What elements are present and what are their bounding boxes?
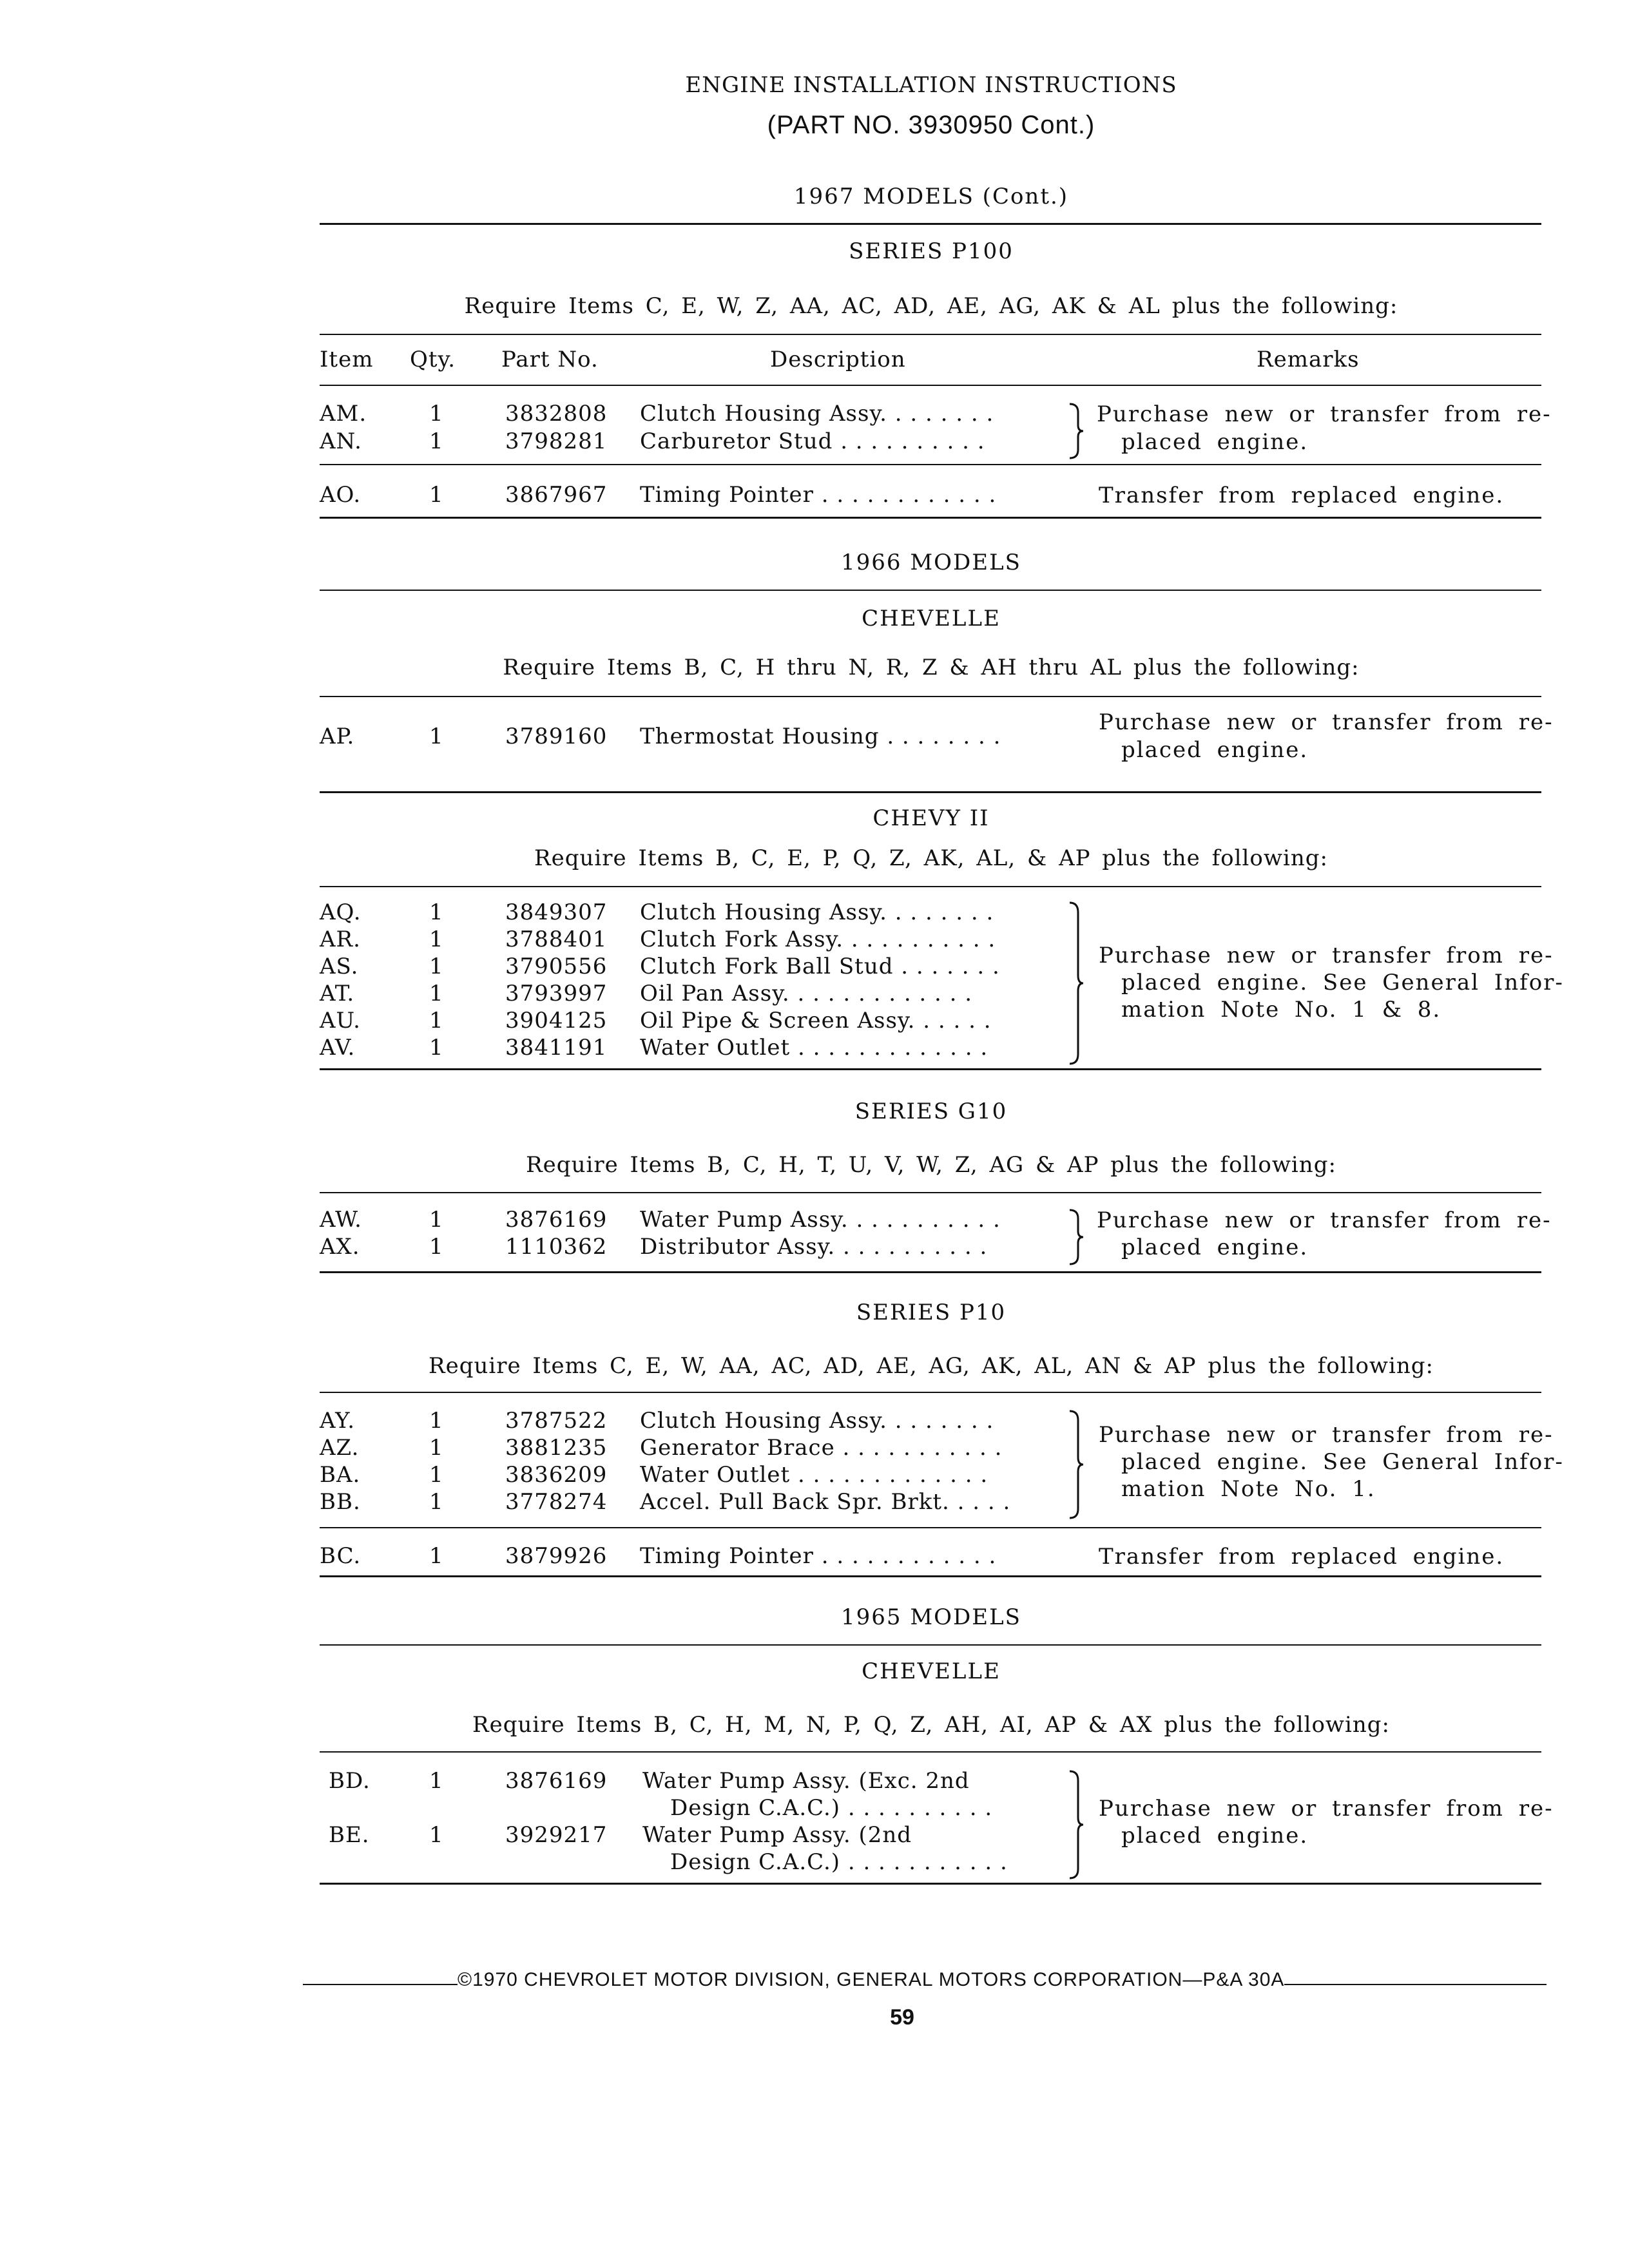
description: Water Pump Assy. . . . . . . . . . . (640, 1207, 1001, 1233)
item-code: AN. (320, 428, 362, 454)
column-header-remarks: Remarks (1257, 347, 1360, 372)
divider (320, 1644, 1541, 1646)
qty: 1 (429, 1462, 444, 1488)
qty: 1 (429, 1207, 444, 1233)
item-code: BD. (329, 1768, 371, 1794)
description: Generator Brace . . . . . . . . . . . (640, 1435, 1003, 1461)
divider (320, 791, 1541, 793)
description: Water Pump Assy. (2nd (642, 1822, 912, 1848)
divider (320, 590, 1541, 591)
qty: 1 (429, 954, 444, 979)
series-heading: CHEVY II (872, 805, 990, 831)
part-number: 3881235 (505, 1435, 608, 1461)
description: Accel. Pull Back Spr. Brkt. . . . . (640, 1489, 1011, 1515)
brace-icon (1066, 1208, 1086, 1266)
qty: 1 (429, 1543, 444, 1569)
item-code: AY. (320, 1408, 356, 1434)
description-continued: Design C.A.C.) . . . . . . . . . . (670, 1795, 993, 1821)
item-code: AZ. (320, 1435, 360, 1461)
part-number: 3876169 (505, 1768, 608, 1794)
description: Oil Pipe & Screen Assy. . . . . . (640, 1008, 992, 1033)
remarks-line: placed engine. See General Infor- (1121, 970, 1564, 995)
remarks-line: Purchase new or transfer from re- (1097, 401, 1552, 427)
qty: 1 (429, 1234, 444, 1260)
part-number: 3778274 (505, 1489, 608, 1515)
description: Timing Pointer . . . . . . . . . . . . (640, 482, 997, 508)
part-number: 3789160 (505, 724, 608, 749)
part-number: 3904125 (505, 1008, 608, 1033)
remarks-line: mation Note No. 1. (1121, 1476, 1376, 1502)
brace-icon (1066, 901, 1086, 1066)
item-code: BE. (329, 1822, 370, 1848)
footer (303, 1969, 1547, 1991)
footer-rule-left (303, 1984, 458, 1985)
item-code: AR. (320, 927, 361, 952)
series-heading: CHEVELLE (862, 606, 1001, 631)
item-code: AM. (320, 401, 367, 427)
divider (320, 1192, 1541, 1193)
part-number: 3841191 (505, 1035, 608, 1061)
divider (320, 1575, 1541, 1577)
qty: 1 (429, 401, 444, 427)
remarks-line: placed engine. (1121, 1823, 1309, 1849)
divider (320, 696, 1541, 697)
part-number: 1110362 (505, 1234, 608, 1260)
brace-icon (1066, 1409, 1086, 1520)
requirement-line: Require Items C, E, W, Z, AA, AC, AD, AE, AG, AK & AL plus the following: (464, 293, 1398, 319)
item-code: AO. (320, 482, 361, 508)
divider (320, 1751, 1541, 1753)
qty: 1 (429, 428, 444, 454)
item-code: BB. (320, 1489, 361, 1515)
divider (320, 334, 1541, 335)
year-heading: 1966 MODELS (841, 550, 1021, 575)
divider (320, 517, 1541, 519)
part-number: 3849307 (505, 899, 608, 925)
part-number: 3788401 (505, 927, 608, 952)
part-number-heading: (PART NO. 3930950 Cont.) (767, 111, 1095, 139)
description: Clutch Housing Assy. . . . . . . . (640, 1408, 994, 1434)
brace-icon (1066, 402, 1086, 460)
part-number: 3836209 (505, 1462, 608, 1488)
item-code: BC. (320, 1543, 361, 1569)
qty: 1 (429, 899, 444, 925)
item-code: AT. (320, 981, 355, 1006)
divider (320, 385, 1541, 386)
year-heading: 1965 MODELS (841, 1604, 1021, 1630)
part-number: 3790556 (505, 954, 608, 979)
requirement-line: Require Items B, C, H, T, U, V, W, Z, AG & AP plus the following: (526, 1152, 1336, 1178)
item-code: AV. (320, 1035, 356, 1061)
item-code: AQ. (320, 899, 361, 925)
qty: 1 (429, 1435, 444, 1461)
remarks-line: mation Note No. 1 & 8. (1121, 997, 1441, 1023)
remarks-line: Purchase new or transfer from re- (1099, 1796, 1554, 1821)
item-code: AU. (320, 1008, 361, 1033)
description: Clutch Housing Assy. . . . . . . . (640, 401, 994, 427)
divider (320, 223, 1541, 225)
qty: 1 (429, 1489, 444, 1515)
description: Clutch Fork Ball Stud . . . . . . . (640, 954, 1000, 979)
remarks-line: Purchase new or transfer from re- (1097, 1207, 1552, 1233)
requirement-line: Require Items B, C, H, M, N, P, Q, Z, AH, AI, AP & AX plus the following: (472, 1712, 1391, 1738)
remarks-line: placed engine. (1121, 429, 1309, 455)
divider (320, 1271, 1541, 1273)
description: Water Outlet . . . . . . . . . . . . . (640, 1462, 988, 1488)
divider (320, 1527, 1541, 1528)
remarks-line: Purchase new or transfer from re- (1099, 943, 1554, 968)
qty: 1 (429, 1008, 444, 1033)
description: Clutch Housing Assy. . . . . . . . (640, 899, 994, 925)
divider (320, 1392, 1541, 1393)
description: Distributor Assy. . . . . . . . . . . (640, 1234, 988, 1260)
remarks-line: Purchase new or transfer from re- (1099, 1422, 1554, 1448)
remarks-line: Transfer from replaced engine. (1099, 1544, 1505, 1570)
description: Water Outlet . . . . . . . . . . . . . (640, 1035, 988, 1061)
document-title: ENGINE INSTALLATION INSTRUCTIONS (685, 72, 1177, 98)
remarks-line: Purchase new or transfer from re- (1099, 709, 1554, 735)
qty: 1 (429, 1768, 444, 1794)
divider (320, 1068, 1541, 1070)
brace-icon (1066, 1769, 1086, 1880)
column-header-item: Item (320, 347, 374, 372)
part-number: 3929217 (505, 1822, 608, 1848)
description: Clutch Fork Assy. . . . . . . . . . . (640, 927, 996, 952)
remarks-line: placed engine. (1121, 1235, 1309, 1260)
qty: 1 (429, 1408, 444, 1434)
requirement-line: Require Items B, C, E, P, Q, Z, AK, AL, & AP plus the following: (534, 845, 1328, 871)
divider (320, 464, 1541, 465)
item-code: AS. (320, 954, 359, 979)
part-number: 3787522 (505, 1408, 608, 1434)
part-number: 3798281 (505, 428, 608, 454)
qty: 1 (429, 981, 444, 1006)
series-heading: SERIES P10 (856, 1300, 1007, 1325)
part-number: 3832808 (505, 401, 608, 427)
item-code: AX. (320, 1234, 360, 1260)
part-number: 3876169 (505, 1207, 608, 1233)
year-heading: 1967 MODELS (Cont.) (793, 184, 1069, 209)
copyright-notice: ©1970 CHEVROLET MOTOR DIVISION, GENERAL MOTORS CORPORATION—P&A 30A (458, 1969, 1285, 1990)
divider (320, 886, 1541, 887)
part-number: 3879926 (505, 1543, 608, 1569)
remarks-line: Transfer from replaced engine. (1099, 483, 1505, 508)
series-heading: SERIES G10 (854, 1099, 1008, 1124)
description: Carburetor Stud . . . . . . . . . . (640, 428, 985, 454)
divider (320, 1883, 1541, 1885)
requirement-line: Require Items C, E, W, AA, AC, AD, AE, AG, AK, AL, AN & AP plus the following: (428, 1353, 1434, 1379)
qty: 1 (429, 1035, 444, 1061)
qty: 1 (429, 927, 444, 952)
column-header-description: Description (770, 347, 906, 372)
part-number: 3867967 (505, 482, 608, 508)
column-header-part: Part No. (501, 347, 599, 372)
description-continued: Design C.A.C.) . . . . . . . . . . . (670, 1849, 1008, 1875)
remarks-line: placed engine. (1121, 737, 1309, 763)
description: Water Pump Assy. (Exc. 2nd (642, 1768, 970, 1794)
qty: 1 (429, 482, 444, 508)
footer-rule-right (1284, 1984, 1547, 1985)
series-heading: CHEVELLE (862, 1658, 1001, 1684)
description: Timing Pointer . . . . . . . . . . . . (640, 1543, 997, 1569)
item-code: AW. (320, 1207, 362, 1233)
qty: 1 (429, 724, 444, 749)
series-heading: SERIES P100 (849, 238, 1014, 264)
item-code: BA. (320, 1462, 361, 1488)
requirement-line: Require Items B, C, H thru N, R, Z & AH thru AL plus the following: (503, 655, 1360, 680)
page-number: 59 (890, 2005, 914, 2030)
description: Oil Pan Assy. . . . . . . . . . . . . (640, 981, 973, 1006)
item-code: AP. (320, 724, 355, 749)
column-header-qty: Qty. (410, 347, 456, 372)
remarks-line: placed engine. See General Infor- (1121, 1449, 1564, 1475)
description: Thermostat Housing . . . . . . . . (640, 724, 1001, 749)
qty: 1 (429, 1822, 444, 1848)
part-number: 3793997 (505, 981, 608, 1006)
